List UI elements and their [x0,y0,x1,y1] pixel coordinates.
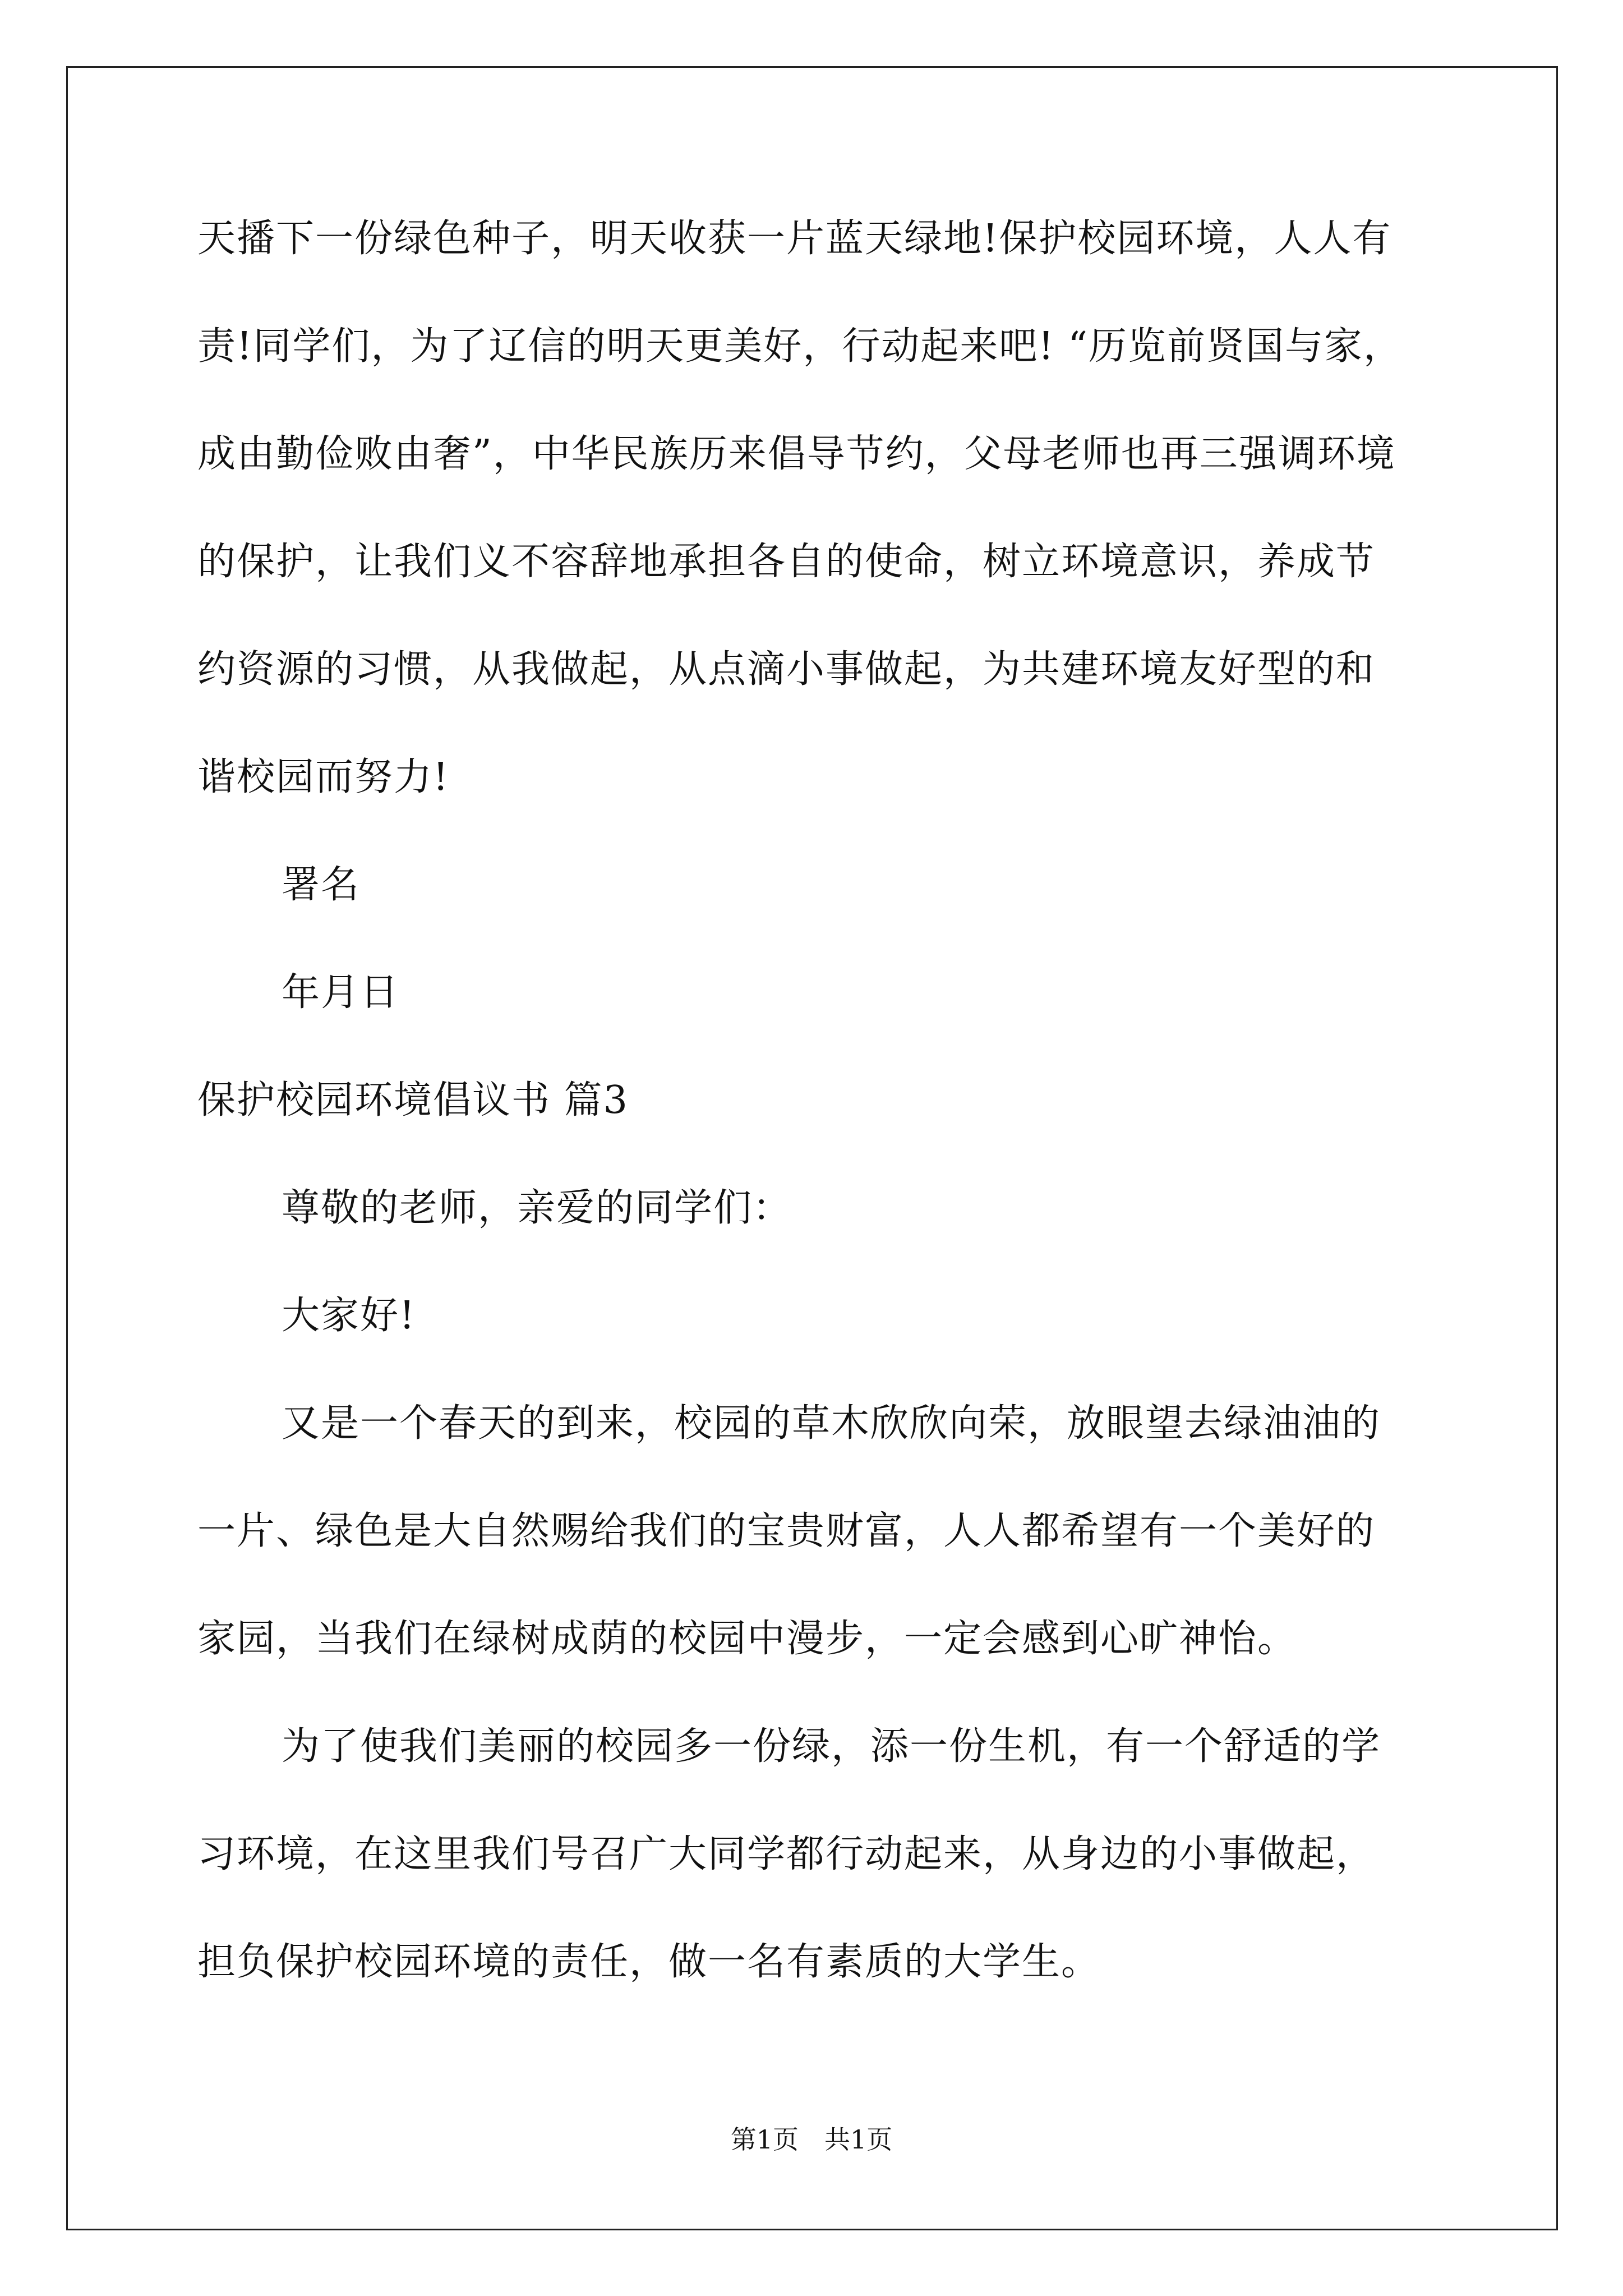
page-footer: 第1页 共1页 [730,2124,893,2155]
section-heading: 保护校园环境倡议书 篇3 [197,1078,629,1122]
paragraph-line: 为了使我们美丽的校园多一份绿，添一份生机，有一个舒适的学 [282,1724,1381,1769]
paragraph-line: 担负保护校园环境的责任，做一名有素质的大学生。 [197,1940,1101,1984]
paragraph-line: 成由勤俭败由奢”，中华民族历来倡导节约，父母老师也再三强调环境 [197,432,1396,476]
page-border [66,66,1558,2230]
paragraph-line: 约资源的习惯，从我做起，从点滴小事做起，为共建环境友好型的和 [197,647,1376,692]
paragraph-line: 又是一个春天的到来，校园的草木欣欣向荣，放眼望去绿油油的 [282,1401,1381,1446]
paragraph-line: 责!同学们，为了辽信的明天更美好，行动起来吧! “历览前贤国与家， [197,324,1403,369]
date-label: 年月日 [282,970,400,1015]
salutation: 尊敬的老师，亲爱的同学们： [282,1186,792,1230]
paragraph-line: 谐校园而努力! [197,755,450,799]
signature-label: 署名 [282,863,361,907]
paragraph-line: 家园，当我们在绿树成荫的校园中漫步，一定会感到心旷神怡。 [197,1617,1297,1661]
paragraph-line: 天播下一份绿色种子，明天收获一片蓝天绿地!保护校园环境，人人有 [197,217,1392,261]
paragraph-line: 习环境，在这里我们号召广大同学都行动起来，从身边的小事做起， [197,1832,1376,1876]
paragraph-line: 一片、绿色是大自然赐给我们的宝贵财富，人人都希望有一个美好的 [197,1509,1376,1553]
greeting: 大家好! [282,1294,416,1338]
paragraph-line: 的保护，让我们义不容辞地承担各自的使命，树立环境意识，养成节 [197,540,1376,584]
